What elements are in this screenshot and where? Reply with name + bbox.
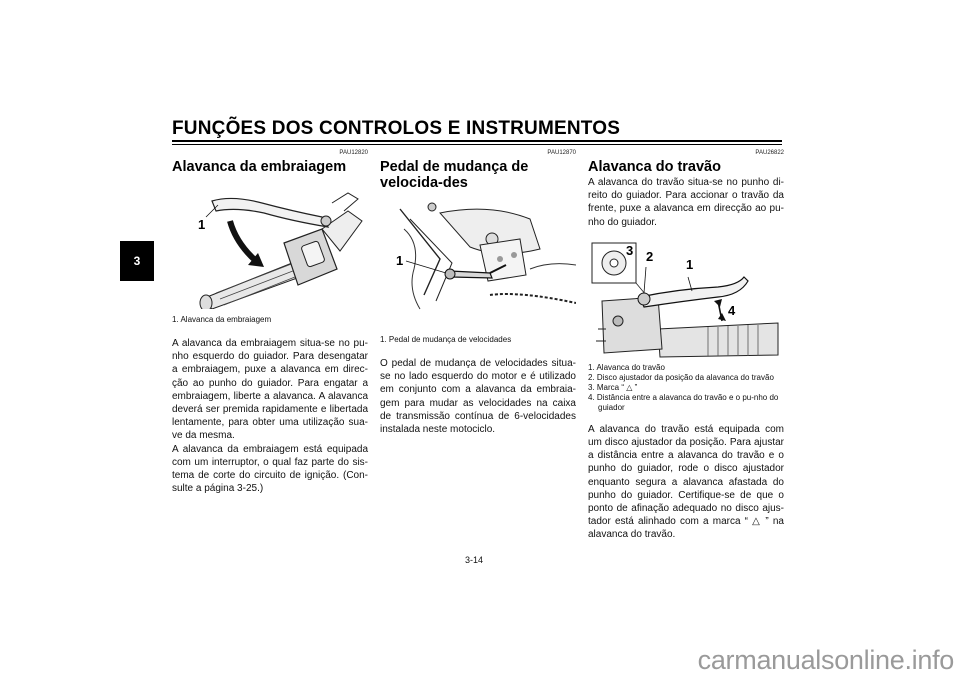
watermark-text: carmanualsonline.info	[697, 645, 954, 675]
page-number: 3-14	[465, 555, 484, 565]
caption-item: 1. Alavanca do travão	[588, 362, 665, 372]
figure-label-1: 1	[396, 253, 404, 268]
paragraph-2: A alavanca do travão está equipada com um disco ajustador da posição. Para ajustar a distância entre a alavanca do travão e o punho do guiador, rode o disco ajustador enquanto segura a alavanca afastada do punho do guiador. Certifique-se de que o ponto de afinação adequado no disco ajus-tador está alinhado com a marca “ △ ” na alavanca do travão.	[588, 423, 784, 541]
shift-pedal-figure	[380, 199, 576, 319]
figure-label-1: 1	[686, 256, 694, 272]
paragraph-1: A alavanca da embraiagem situa-se no pu-nho esquerdo do guiador. Para desengatar a embraiagem, puxe a alavanca em direc-ção ao punho do guiador. Para engatar a embraiagem, liberte a alavanca. A alavanca deverá ser premida rapidamente e libertada lentamente, para obter uma utilização sua-ve da mesma.	[172, 338, 368, 442]
figure-caption: 1. Alavanca da embraiagem	[172, 315, 272, 324]
figure-label-2: 2	[646, 248, 654, 264]
column-clutch-lever	[172, 150, 368, 495]
page-header-title: FUNÇÕES DOS CONTROLOS E INSTRUMENTOS	[172, 118, 621, 139]
figure-caption-list	[588, 363, 784, 413]
column-brake-lever	[588, 150, 784, 542]
column-shift-pedal	[380, 150, 576, 436]
figure-label-1: 1	[198, 217, 206, 232]
caption-item: 4. Distância entre a alavanca do travão e o pu-nho do guiador	[588, 392, 779, 412]
section-code: PAU12820	[339, 150, 368, 156]
section-title: Alavanca da embraiagem	[172, 159, 347, 175]
section-title: Pedal de mudança de velocida-des	[380, 159, 529, 191]
paragraph-2: A alavanca da embraiagem está equipada com um interruptor, o qual faz parte do sis-tema de corte do circuito de ignição. (Con-sulte a página 3-25.)	[172, 443, 368, 495]
section-title: Alavanca do travão	[588, 159, 721, 175]
caption-item: 2. Disco ajustador da posição da alavanca do travão	[588, 372, 774, 382]
paragraph-1: A alavanca do travão situa-se no punho di-reito do guiador. Para accionar o travão da frente, puxe a alavanca em direcção ao pu-nho do guiador.	[588, 177, 784, 228]
chapter-tab: 3	[120, 241, 154, 281]
header-rule-thick	[172, 140, 782, 142]
section-code: PAU12870	[547, 150, 576, 156]
section-code: PAU26822	[755, 150, 784, 156]
figure-caption: 1. Pedal de mudança de velocidades	[380, 335, 512, 344]
figure-label-4: 4	[728, 302, 736, 318]
clutch-lever-figure	[172, 181, 368, 309]
brake-lever-figure	[588, 237, 784, 359]
header-rule-thin	[172, 144, 782, 145]
caption-item: 3. Marca “ △ ”	[588, 382, 638, 392]
paragraph-1: O pedal de mudança de velocidades situa-se no lado esquerdo do motor e é utilizado em conjunto com a alavanca da embraia-gem para mudar as velocidades na caixa de transmissão contínua de 6-velocidades instalada neste motociclo.	[380, 358, 576, 436]
figure-label-3: 3	[626, 242, 634, 258]
